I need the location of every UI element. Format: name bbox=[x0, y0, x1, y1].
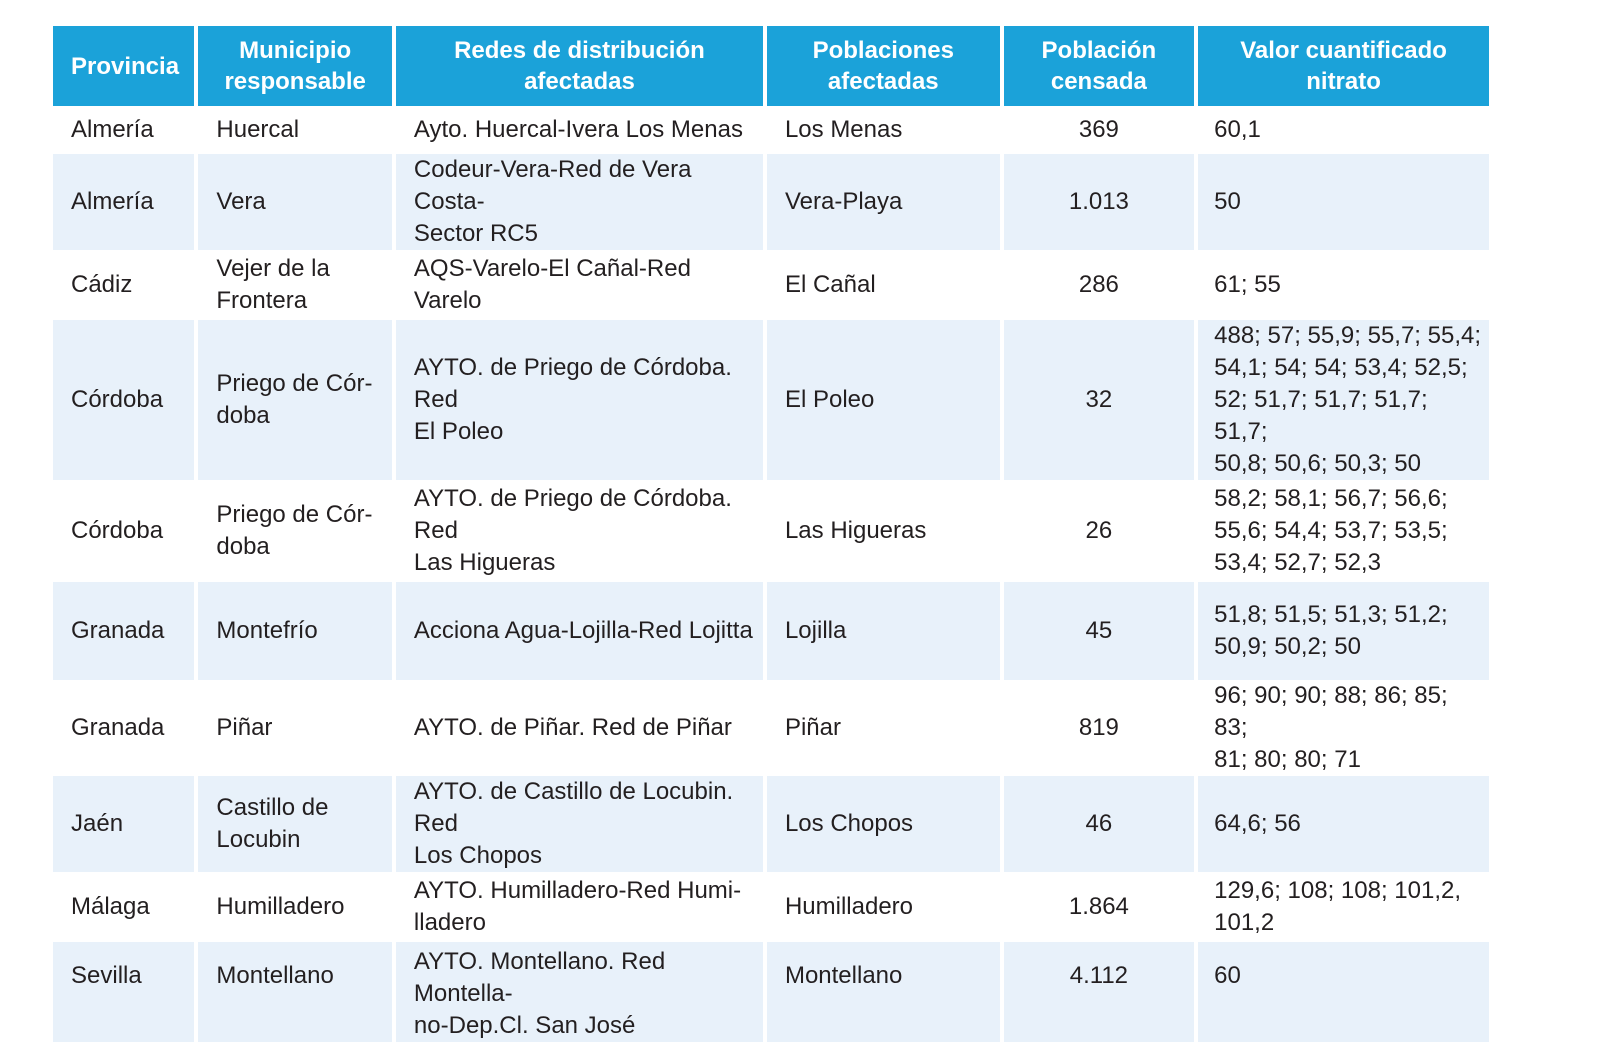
cell-poblaciones: El Cañal bbox=[784, 271, 876, 298]
cell-municipio: Montefrío bbox=[198, 582, 392, 680]
cell-municipio: Huercal bbox=[216, 116, 300, 143]
cell-provincia: Almería bbox=[71, 116, 154, 143]
cell-municipio: Priego de Cór- doba bbox=[198, 320, 392, 480]
nitrate-table-wrapper bbox=[53, 26, 1489, 1039]
cell-provincia: Granada bbox=[71, 714, 165, 741]
cell-censada: 1.864 bbox=[1068, 893, 1129, 920]
cell-censada: 1.013 bbox=[1004, 154, 1195, 250]
table-row bbox=[53, 942, 1489, 1042]
cell-poblaciones: Las Higueras bbox=[784, 517, 927, 544]
cell-redes: AYTO. Montellano. Red Montella- no-Dep.Cl. San José bbox=[396, 942, 763, 1042]
cell-censada: 819 bbox=[1078, 714, 1119, 741]
header-poblaciones: Poblaciones afectadas bbox=[767, 26, 1000, 106]
table-row bbox=[53, 872, 1489, 942]
cell-provincia: Córdoba bbox=[53, 320, 194, 480]
header-valor-nitrato: Valor cuantificado nitrato bbox=[1198, 26, 1489, 106]
cell-poblaciones: Vera-Playa bbox=[767, 154, 1000, 250]
cell-redes: AYTO. de Castillo de Locubin. Red Los Chopos bbox=[396, 776, 763, 872]
cell-censada: 32 bbox=[1004, 320, 1195, 480]
cell-provincia: Málaga bbox=[71, 893, 150, 920]
table-row bbox=[53, 480, 1489, 582]
cell-provincia: Jaén bbox=[53, 776, 194, 872]
header-provincia: Provincia bbox=[53, 26, 194, 106]
cell-municipio: Montellano bbox=[198, 942, 392, 1042]
cell-provincia: Cádiz bbox=[71, 271, 133, 298]
cell-valor: 51,8; 51,5; 51,3; 51,2; 50,9; 50,2; 50 bbox=[1198, 582, 1489, 680]
cell-censada: 286 bbox=[1078, 271, 1119, 298]
cell-redes: Acciona Agua-Lojilla-Red Lojitta bbox=[396, 582, 763, 680]
cell-municipio: Vera bbox=[198, 154, 392, 250]
cell-censada: 45 bbox=[1004, 582, 1195, 680]
cell-poblaciones: Los Menas bbox=[784, 116, 903, 143]
header-redes: Redes de distribución afectadas bbox=[396, 26, 763, 106]
cell-censada: 26 bbox=[1085, 517, 1113, 544]
header-municipio: Municipio responsable bbox=[198, 26, 392, 106]
cell-censada: 46 bbox=[1004, 776, 1195, 872]
cell-poblaciones: Lojilla bbox=[767, 582, 1000, 680]
cell-valor: 96; 90; 90; 88; 86; 85; 83; 81; 80; 80; 71 bbox=[1214, 682, 1448, 773]
cell-provincia: Sevilla bbox=[53, 942, 194, 1042]
cell-valor: 64,6; 56 bbox=[1198, 776, 1489, 872]
table-header bbox=[53, 26, 1489, 106]
cell-valor: 50 bbox=[1198, 154, 1489, 250]
cell-redes: Codeur-Vera-Red de Vera Costa- Sector RC5 bbox=[396, 154, 763, 250]
table-row bbox=[53, 776, 1489, 872]
header-poblacion-censada: Población censada bbox=[1004, 26, 1195, 106]
cell-municipio: Priego de Cór- doba bbox=[216, 501, 373, 560]
cell-municipio: Piñar bbox=[216, 714, 273, 741]
cell-redes: AYTO. Humilladero-Red Humi- lladero bbox=[413, 877, 742, 936]
cell-redes: AYTO. de Priego de Córdoba. Red El Poleo bbox=[396, 320, 763, 480]
cell-valor: 488; 57; 55,9; 55,7; 55,4; 54,1; 54; 54; 53,4; 52,5; 52; 51,7; 51,7; 51,7; 51,7; 50,8; 50,6; 50,3; 50 bbox=[1198, 320, 1489, 480]
cell-valor: 129,6; 108; 108; 101,2, 101,2 bbox=[1214, 877, 1462, 936]
cell-valor: 61; 55 bbox=[1214, 271, 1281, 298]
cell-municipio: Castillo de Locubin bbox=[198, 776, 392, 872]
cell-censada: 369 bbox=[1078, 116, 1119, 143]
table-row bbox=[53, 154, 1489, 250]
cell-redes: Ayto. Huercal-Ivera Los Menas bbox=[413, 116, 743, 143]
cell-poblaciones: El Poleo bbox=[767, 320, 1000, 480]
cell-poblaciones: Humilladero bbox=[784, 893, 914, 920]
nitrate-table bbox=[49, 26, 1493, 1042]
cell-redes: AQS-Varelo-El Cañal-Red Varelo bbox=[413, 255, 691, 314]
table-row bbox=[53, 320, 1489, 480]
cell-poblaciones: Piñar bbox=[784, 714, 841, 741]
table-row bbox=[53, 250, 1489, 320]
table-row bbox=[53, 582, 1489, 680]
cell-redes: AYTO. de Piñar. Red de Piñar bbox=[413, 714, 732, 741]
cell-municipio: Vejer de la Frontera bbox=[216, 255, 330, 314]
cell-provincia: Córdoba bbox=[71, 517, 164, 544]
cell-censada: 4.112 bbox=[1004, 942, 1195, 1042]
table-row bbox=[53, 106, 1489, 154]
cell-redes: AYTO. de Priego de Córdoba. Red Las Higueras bbox=[413, 485, 732, 576]
cell-provincia: Granada bbox=[53, 582, 194, 680]
cell-municipio: Humilladero bbox=[216, 893, 345, 920]
cell-poblaciones: Los Chopos bbox=[767, 776, 1000, 872]
cell-provincia: Almería bbox=[53, 154, 194, 250]
cell-valor: 60 bbox=[1198, 942, 1489, 1042]
table-row bbox=[53, 680, 1489, 776]
cell-valor: 60,1 bbox=[1214, 116, 1261, 143]
cell-poblaciones: Montellano bbox=[767, 942, 1000, 1042]
table-body bbox=[53, 106, 1489, 1042]
cell-valor: 58,2; 58,1; 56,7; 56,6; 55,6; 54,4; 53,7; 53,5; 53,4; 52,7; 52,3 bbox=[1214, 485, 1448, 576]
